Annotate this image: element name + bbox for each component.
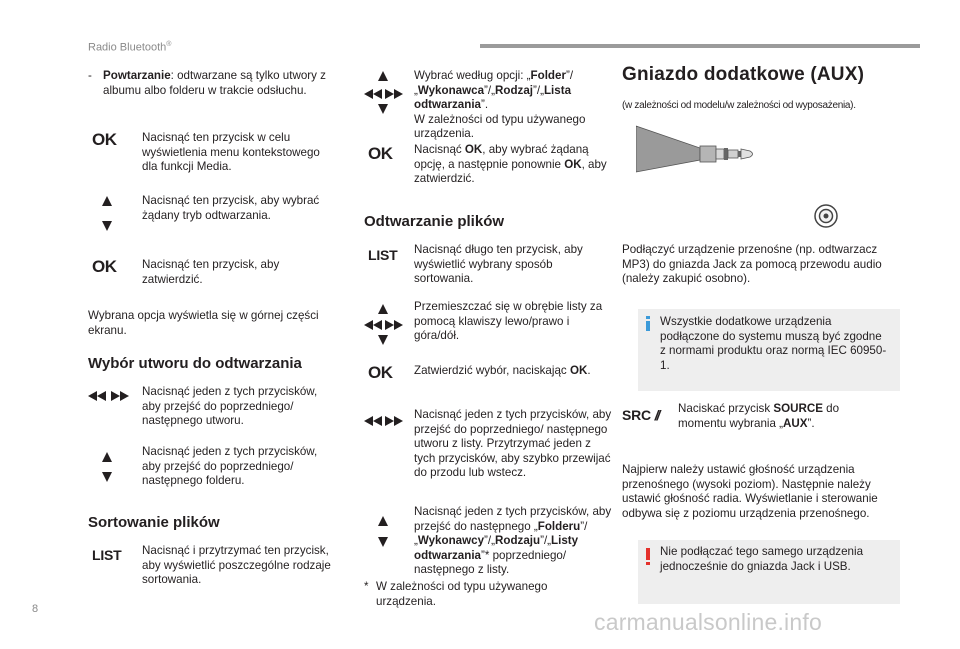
- choose-option-text: Wybrać według opcji: „Folder”/„Wykonawca”/„Rodzaj”/„Lista odtwarzania”. W zależności od typu używanego urządzenia.: [414, 69, 586, 141]
- ok-button-icon: OK: [368, 144, 393, 163]
- heading-file-playback: Odtwarzanie plików: [364, 213, 505, 230]
- arrow-left-icon: [364, 320, 373, 330]
- ok-button-icon: OK: [368, 363, 393, 382]
- arrow-right-icon: [385, 320, 394, 330]
- arrow-down-icon: [378, 104, 388, 114]
- arrow-right-icon: [385, 89, 394, 99]
- connect-device-text: Podłączyć urządzenie przenośne (np. odtwarzacz MP3) do gniazda Jack za pomocą przewodu audio (należy zakupić osobno).: [622, 243, 882, 286]
- ok-confirm-text: Nacisnąć ten przycisk, aby zatwierdzić.: [142, 258, 280, 286]
- heading-aux: Gniazdo dodatkowe (AUX): [622, 64, 865, 85]
- arrow-right-icon: [120, 391, 129, 401]
- arrow-down-icon: [102, 472, 112, 482]
- warning-icon-dot: [646, 562, 650, 565]
- arrow-right-icon: [394, 416, 403, 426]
- warning-icon: [646, 548, 650, 560]
- page-number: 8: [32, 603, 39, 615]
- info-icon: [646, 321, 650, 331]
- selected-option-text: Wybrana opcja wyświetla się w górnej części ekranu.: [88, 309, 319, 337]
- info-icon-dot: [646, 316, 650, 319]
- ok-menu-text: Nacisnąć ten przycisk w celu wyświetlenia menu kontekstowego dla funkcji Media.: [142, 131, 320, 174]
- arrow-left-icon: [373, 89, 382, 99]
- arrow-left-icon: [88, 391, 97, 401]
- arrow-up-icon: [378, 304, 388, 314]
- warning-box: [638, 540, 900, 604]
- ok-button-icon: OK: [92, 130, 117, 149]
- prev-next-folder-text: Nacisnąć jeden z tych przycisków, aby przejść do poprzedniego/ następnego folderu.: [142, 445, 318, 488]
- arrow-up-icon: [378, 516, 388, 526]
- src-button-icon: SRC //: [622, 407, 659, 423]
- info-box-text: Wszystkie dodatkowe urządzenia podłączone do systemu muszą być zgodne z normami produktu oraz normą IEC 60950-1.: [660, 315, 887, 372]
- arrow-left-icon: [373, 320, 382, 330]
- arrow-left-icon: [364, 89, 373, 99]
- list-button-icon: LIST: [368, 247, 398, 263]
- list-button-icon: LIST: [92, 547, 122, 563]
- footnote: * W zależności od typu używanego urządzenia.: [364, 580, 548, 608]
- arrow-up-icon: [102, 452, 112, 462]
- updown-mode-text: Nacisnąć ten przycisk, aby wybrać żądany tryb odtwarzania.: [142, 194, 320, 222]
- aux-availability-note: (w zależności od modelu/w zależności od wyposażenia).: [622, 100, 856, 111]
- heading-track-selection: Wybór utworu do odtwarzania: [88, 355, 302, 372]
- arrow-left-icon: [364, 416, 373, 426]
- header-title: Radio Bluetooth®: [88, 41, 172, 54]
- heading-file-sorting: Sortowanie plików: [88, 514, 220, 531]
- arrow-right-icon: [385, 416, 394, 426]
- ok-select-text: Nacisnąć OK, aby wybrać żądaną opcję, a następnie ponownie OK, aby zatwierdzić.: [414, 143, 607, 186]
- source-aux-text: Naciskać przycisk SOURCE do momentu wybrania „AUX”.: [678, 402, 840, 430]
- arrow-right-icon: [111, 391, 120, 401]
- info-box: [638, 309, 900, 391]
- arrow-up-icon: [378, 71, 388, 81]
- ok-button-icon: OK: [92, 257, 117, 276]
- arrow-down-icon: [102, 221, 112, 231]
- arrow-up-icon: [102, 196, 112, 206]
- arrow-left-icon: [97, 391, 106, 401]
- next-folder-text: Nacisnąć jeden z tych przycisków, aby przejść do następnego „Folderu”/„Wykonawcy”/„Rodzaju”/„Listy odtwarzania”* poprzedniego/ następnego z listy.: [414, 505, 612, 577]
- warning-box-text: Nie podłączać tego samego urządzenia jednocześnie do gniazda Jack i USB.: [660, 545, 864, 573]
- prev-next-track-text: Nacisnąć jeden z tych przycisków, aby przejść do poprzedniego/ następnego utworu.: [142, 385, 318, 428]
- confirm-selection-text: Zatwierdzić wybór, naciskając OK.: [414, 364, 591, 377]
- volume-instructions-text: Najpierw należy ustawić głośność urządzenia przenośnego (wysoki poziom). Następnie należy ustawić głośność radia. Wyświetlanie i sterowanie odbywa się z poziomu urządzenia przenośnego.: [622, 463, 878, 520]
- navigate-list-text: Przemieszczać się w obrębie listy za pomocą klawiszy lewo/prawo i góra/dół.: [414, 300, 603, 343]
- arrow-down-icon: [378, 537, 388, 547]
- sort-types-text: Nacisnąć i przytrzymać ten przycisk, aby wyświetlić poszczególne rodzaje sortowania.: [142, 544, 331, 587]
- arrow-right-icon: [394, 89, 403, 99]
- bullet-repeat: - Powtarzanie: odtwarzane są tylko utwory z albumu albo folderu w trakcie odsłuchu.: [88, 69, 326, 97]
- header-divider: [480, 44, 920, 48]
- list-long-press-text: Nacisnąć długo ten przycisk, aby wyświetlić wybrany sposób sortowania.: [414, 243, 583, 286]
- arrow-left-icon: [373, 416, 382, 426]
- jack-plug-icon: [636, 120, 846, 232]
- arrow-right-icon: [394, 320, 403, 330]
- watermark: carmanualsonline.info: [594, 609, 822, 635]
- arrow-down-icon: [378, 335, 388, 345]
- prev-next-list-track-text: Nacisnąć jeden z tych przycisków, aby przejść do poprzedniego/ następnego utworu z listy. Przytrzymać jeden z tych przycisków, aby szybko przewijać do przodu lub wstecz.: [414, 408, 612, 480]
